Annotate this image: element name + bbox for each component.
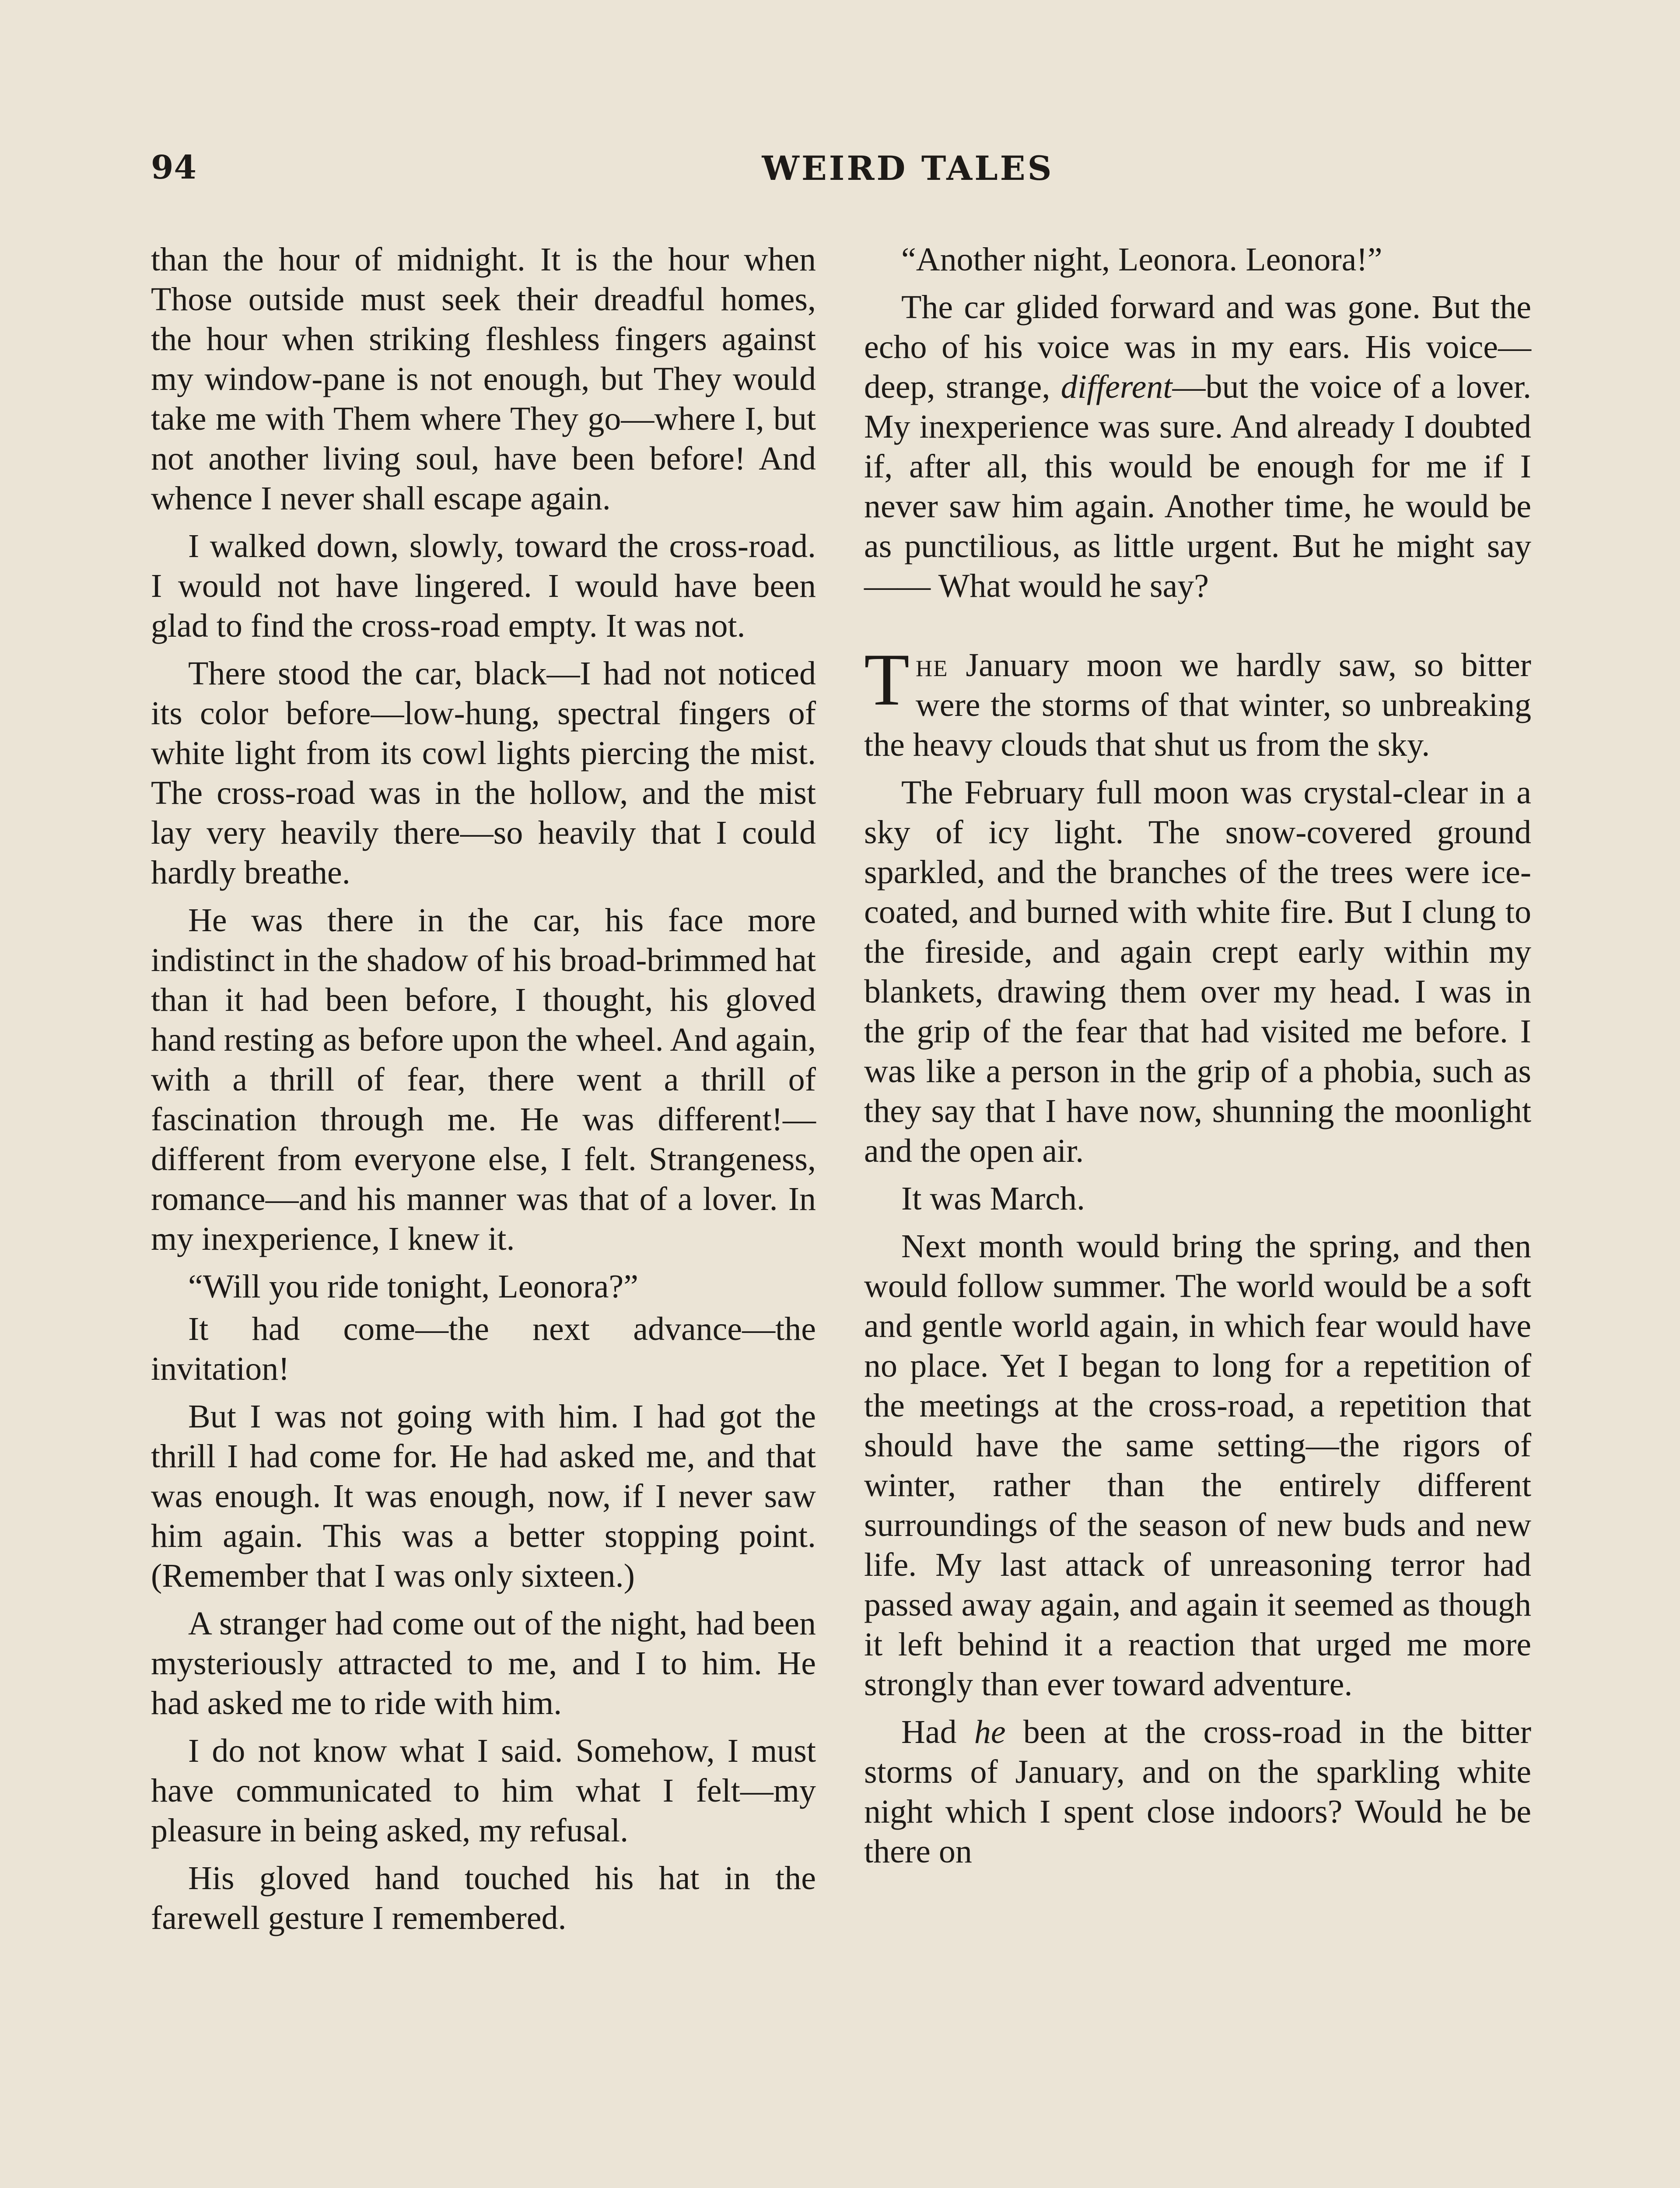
italic-text: different <box>1060 368 1172 405</box>
text-run: January moon we hardly saw, so bitter were the storms of that winter, so unbreaking the heavy clouds that shut us from the sky. <box>864 647 1531 763</box>
paragraph: I do not know what I said. Somehow, I must have communicated to him what I felt—my pleasure in being asked, my refusal. <box>151 1732 816 1849</box>
text-run: been at the cross-road in the bitter storms of January, and on the sparkling white night which I spent close indoors? Would he be there on <box>864 1714 1531 1870</box>
left-column <box>151 240 816 1946</box>
text-run: The car glided forward and was gone. But the echo of his voice was in my ears. His voice—deep, strange, <box>864 289 1531 405</box>
paragraph: It was March. <box>901 1180 1085 1217</box>
drop-cap: T <box>864 638 910 721</box>
small-caps-text: he <box>915 647 948 684</box>
paragraph: His gloved hand touched his hat in the farewell gesture I remembered. <box>151 1860 816 1936</box>
page-number: 94 <box>151 149 197 186</box>
paragraph: Next month would bring the spring, and then would follow summer. The world would be a soft and gentle world again, in which fear would have no place. Yet I began to long for a repetition of the meetings at the cross-road, a repetition that should have the same setting—the rigors of winter, rather than the entirely different surroundings of the season of new buds and new life. My last attack of unreasoning terror had passed away again, and again it seemed as though it left behind it a reaction that urged me more strongly than ever toward adventure. <box>864 1228 1531 1703</box>
dialogue-line: “Another night, Leonora. Leonora!” <box>901 241 1382 278</box>
paragraph: It had come—the next advance—the invitation! <box>151 1311 816 1387</box>
paragraph: than the hour of midnight. It is the hour when Those outside must seek their dreadful homes, the hour when striking fleshless fingers against my window-pane is not enough, but They would take me with Them where They go—where I, but not another living soul, have been before! And whence I never shall escape again. <box>151 241 816 517</box>
text-run: —but the voice of a lover. My inexperience was sure. And already I doubted if, after all, this would be enough for me if I never saw him again. Another time, he would be as punctilious, as little urgent. But he might say—— What would he say? <box>864 368 1532 604</box>
paragraph: He was there in the car, his face more indistinct in the shadow of his broad-brimmed hat than it had been before, I thought, his gloved hand resting as before upon the wheel. And again, with a thrill of fear, there went a thrill of fascination through me. He was different!—different from everyone else, I felt. Strangeness, romance—and his manner was that of a lover. In my inexperience, I knew it. <box>151 902 816 1257</box>
page-header <box>151 149 1529 197</box>
paragraph: The February full moon was crystal-clear in a sky of icy light. The snow-covered ground sparkled, and the branches of the trees were ice-coated, and burned with white fire. But I clung to the fireside, and again crept early within my blankets, drawing them over my head. I was in the grip of the fear that had visited me before. I was like a person in the grip of a phobia, such as they say that I have now, shunning the moonlight and the open air. <box>864 774 1531 1169</box>
text-run: Had <box>901 1714 974 1750</box>
right-column <box>864 240 1531 1879</box>
italic-text: he <box>974 1714 1006 1750</box>
paragraph <box>864 288 1531 606</box>
paragraph: There stood the car, black—I had not noticed its color before—low-hung, spectral fingers of white light from its cowl lights piercing the mist. The cross-road was in the hollow, and the mist lay very heavily there—so heavily that I could hardly breathe. <box>151 655 816 891</box>
section-opening-paragraph <box>864 638 1531 765</box>
paragraph: I walked down, slowly, toward the cross-road. I would not have lingered. I would have been glad to find the cross-road empty. It was not. <box>151 528 816 644</box>
paragraph: A stranger had come out of the night, had been mysteriously attracted to me, and I to him. He had asked me to ride with him. <box>151 1605 816 1722</box>
paragraph: But I was not going with him. I had got the thrill I had come for. He had asked me, and that was enough. It was enough, now, if I never saw him again. This was a better stopping point. (Remember that I was only sixteen.) <box>151 1398 816 1594</box>
dialogue-line: “Will you ride tonight, Leonora?” <box>188 1268 638 1305</box>
running-title: WEIRD TALES <box>762 149 1054 188</box>
paragraph <box>864 1712 1531 1872</box>
